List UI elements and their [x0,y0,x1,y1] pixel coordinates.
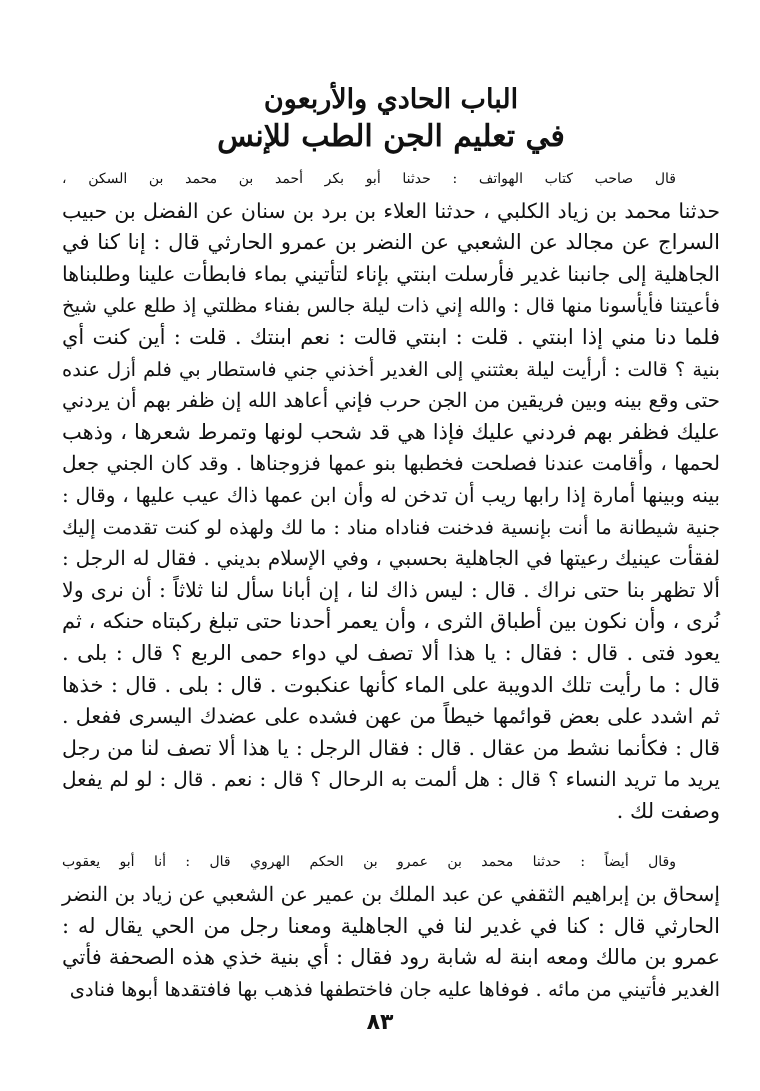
text-line: حتى وقع بينه وبين فريقين من الجن حرب فإني أعاهد الله إن ظفر بهم أن يردني [62,388,720,413]
text-line: عليك فظفر بهم فردني عليك فإذا هي قد شحب لونها وتمرط شعرها ، وذهب [62,419,720,444]
chapter-title: الباب الحادي والأربعون [263,84,519,115]
text-line: فلما دنا مني إذا ابنتي . قلت : ابنتي قالت : نعم ابنتك . قلت : أين كنت أي [62,324,720,349]
text-line: قال : ما رأيت تلك الدويبة على الماء كأنها عنكبوت . قال : بلى . قال : خذها [62,672,720,697]
text-line: يريد ما تريد النساء ؟ قال : هل ألمت به الرحال ؟ قال : نعم . قال : لو لم يفعل [62,767,720,792]
text-line: قال صاحب كتاب الهواتف : حدثنا أبو بكر أحمد بن محمد بن السكن ، [62,171,676,187]
text-line: الحارثي قال : كنا في غدير لنا في الجاهلية ومعنا رجل من الحي يقال له : [62,913,720,938]
text-line: لفقأت عينيك رعيتها في الجاهلية بحسبي ، وفي الإسلام بديني . فقال له الرجل : [62,546,720,571]
text-line: وصفت لك . [616,798,720,823]
text-line: إسحاق بن إبراهيم الثقفي عن عبد الملك بن عمير عن الشعبي عن زياد بن النضر [62,882,720,907]
paragraph-gap [62,827,720,847]
text-line: ثم اشدد على بعض قوائمها خيطاً من عهن فشده على عضدك اليسرى ففعل . [62,704,720,729]
text-line: الغدير فأتيني من مائه . فوفاها عليه جان فاختطفها فذهب بها فافتقدها أبوها فنادى [69,977,720,1001]
text-line: فأعيتنا فأيأسونا منها قال : والله إني ذات ليلة جالس بفناء مظلتي إذ طلع علي شيخ [62,294,720,318]
text-line: نُرى ، وأن نكون بين أطباق الثرى ، وأن يعمر أحدنا حتى تبلغ ركبتاه حنكه ، ثم [62,609,720,634]
text-line: حدثنا محمد بن زياد الكلبي ، حدثنا العلاء بن برد بن سنان عن الفضل بن حبيب [62,198,720,223]
page-number: ٨٣ [366,1010,394,1035]
text-line: عمرو بن مالك ومعه ابنة له شابة رود فقال : أي بنية خذي هذه الصحفة فأتي [62,945,720,970]
text-line: قال : فكأنما نشط من عقال . قال : فقال الرجل : يا هذا ألا تصف لنا من رجل [62,735,720,760]
paragraph-1 [62,164,720,827]
text-line: وقال أيضاً : حدثنا محمد بن عمرو بن الحكم الهروي قال : أنا أبو يعقوب [62,854,676,871]
chapter-subtitle: في تعليم الجن الطب للإنس [217,119,565,154]
text-line: بينه وبينها أمارة إذا رابها ريب أن تدخن له وأن ابن عمها ذاك عيب عليها ، وقال : [62,482,720,507]
paragraph-2 [62,847,720,1005]
text-line: الجاهلية إلى جانبنا غدير فأرسلت ابنتي بإناء لتأتيني بماء فابطأت علينا وطلبناها [62,261,720,286]
text-line: جنية شيطانة ما أنت بإنسية فدخنت فناداه مناد : ما لك ولهذه لو كنت تقدمت إليك [62,515,720,539]
text-line: بنية ؟ قالت : أرأيت ليلة بعثتني إلى الغدير أخذني جني فاستطار بي فلم أزل عنده [62,357,720,381]
text-line: السراج عن مجالد عن الشعبي عن النضر بن عمرو الحارثي قال : إنا كنا في [62,230,720,255]
text-line: ألا تظهر بنا حتى نراك . قال : ليس ذاك لنا ، إن أبانا سأل لنا ثلاثاً : أن نرى ولا [62,577,720,602]
text-line: يعود فتى . قال : فقال : يا هذا ألا تصف لي دواء حمى الربع ؟ قال : بلى . [62,640,720,665]
text-line: لحمها ، وأقامت عندنا فصلحت فخطبها بنو عمها فزوجناها . وقد كان الجني جعل [62,451,720,476]
